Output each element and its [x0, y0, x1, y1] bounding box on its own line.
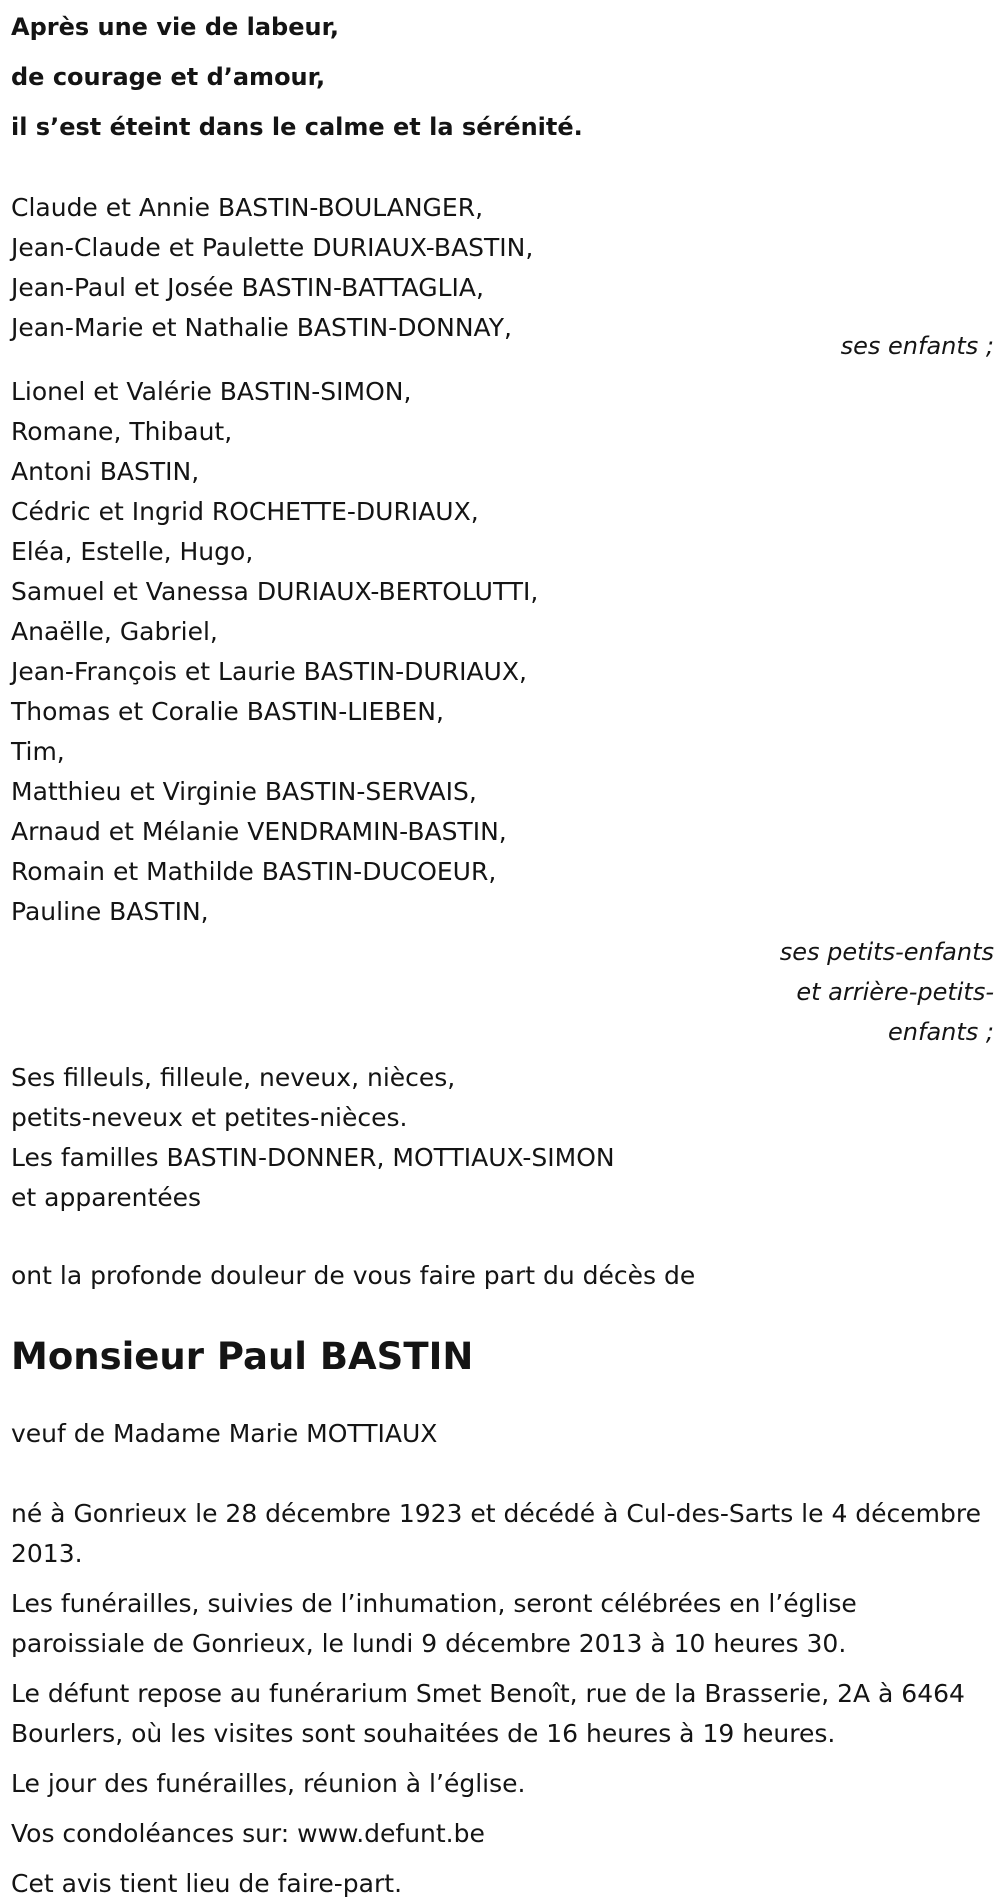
notice-statement: Cet avis tient lieu de faire-part.: [11, 1869, 403, 1898]
family-line: et apparentées: [11, 1183, 202, 1212]
funeral-home-info: Le défunt repose au funérarium Smet Benoît, rue de la Brasserie, 2A à 6464 Bourlers, où les visites sont souhaitées de 16 heures à 19 heures.: [11, 1679, 965, 1748]
family-line: Lionel et Valérie BASTIN-SIMON,: [11, 377, 412, 406]
family-line: Claude et Annie BASTIN-BOULANGER,: [11, 193, 484, 222]
funeral-details: [11, 1494, 994, 1904]
grandchildren-label-line: ses petits-enfants: [779, 938, 994, 966]
intro-line: de courage et d’amour,: [11, 63, 326, 91]
intro-line: il s’est éteint dans le calme et la sérénité.: [11, 113, 583, 141]
grandchildren-label: [11, 932, 994, 1052]
family-line: Arnaud et Mélanie VENDRAMIN-BASTIN,: [11, 817, 507, 846]
extended-family-list: [11, 1058, 994, 1218]
gathering-info: Le jour des funérailles, réunion à l’église.: [11, 1769, 526, 1798]
family-line: Anaëlle, Gabriel,: [11, 617, 218, 646]
obituary-notice: [11, 0, 994, 1904]
family-line: Jean-François et Laurie BASTIN-DURIAUX,: [11, 657, 527, 686]
grandchildren-label-line: enfants ;: [888, 1018, 994, 1046]
widow-of-text: veuf de Madame Marie MOTTIAUX: [11, 1419, 438, 1448]
family-line: Romane, Thibaut,: [11, 417, 233, 446]
intro-line: Après une vie de labeur,: [11, 13, 340, 41]
family-line: Thomas et Coralie BASTIN-LIEBEN,: [11, 697, 444, 726]
family-line: Jean-Claude et Paulette DURIAUX-BASTIN,: [11, 233, 534, 262]
condolences-info: Vos condoléances sur: www.defunt.be: [11, 1819, 485, 1848]
children-label: ses enfants ;: [840, 332, 994, 360]
family-line: Les familles BASTIN-DONNER, MOTTIAUX-SIMON: [11, 1143, 615, 1172]
funeral-service-info: Les funérailles, suivies de l’inhumation, seront célébrées en l’église paroissiale de Gonrieux, le lundi 9 décembre 2013 à 10 heures 30.: [11, 1589, 857, 1658]
family-line: Samuel et Vanessa DURIAUX-BERTOLUTTI,: [11, 577, 539, 606]
family-line: Cédric et Ingrid ROCHETTE-DURIAUX,: [11, 497, 479, 526]
intro-verse: [11, 2, 994, 152]
birth-death-dates: né à Gonrieux le 28 décembre 1923 et décédé à Cul-des-Sarts le 4 décembre 2013.: [11, 1499, 982, 1568]
family-line: Pauline BASTIN,: [11, 897, 209, 926]
family-line: Ses filleuls, filleule, neveux, nièces,: [11, 1063, 456, 1092]
family-line: Romain et Mathilde BASTIN-DUCOEUR,: [11, 857, 497, 886]
grandchildren-list: [11, 372, 994, 932]
family-line: Jean-Marie et Nathalie BASTIN-DONNAY,: [11, 313, 512, 342]
family-line: Tim,: [11, 737, 65, 766]
family-line: petits-neveux et petites-nièces.: [11, 1103, 408, 1132]
deceased-name: Monsieur Paul BASTIN: [11, 1335, 474, 1378]
family-line: Jean-Paul et Josée BASTIN-BATTAGLIA,: [11, 273, 484, 302]
grandchildren-label-line: et arrière-petits-: [796, 978, 994, 1006]
family-line: Matthieu et Virginie BASTIN-SERVAIS,: [11, 777, 477, 806]
family-line: Antoni BASTIN,: [11, 457, 200, 486]
announcement-text: ont la profonde douleur de vous faire part du décès de: [11, 1261, 696, 1290]
children-list: [11, 188, 994, 348]
family-line: Eléa, Estelle, Hugo,: [11, 537, 254, 566]
